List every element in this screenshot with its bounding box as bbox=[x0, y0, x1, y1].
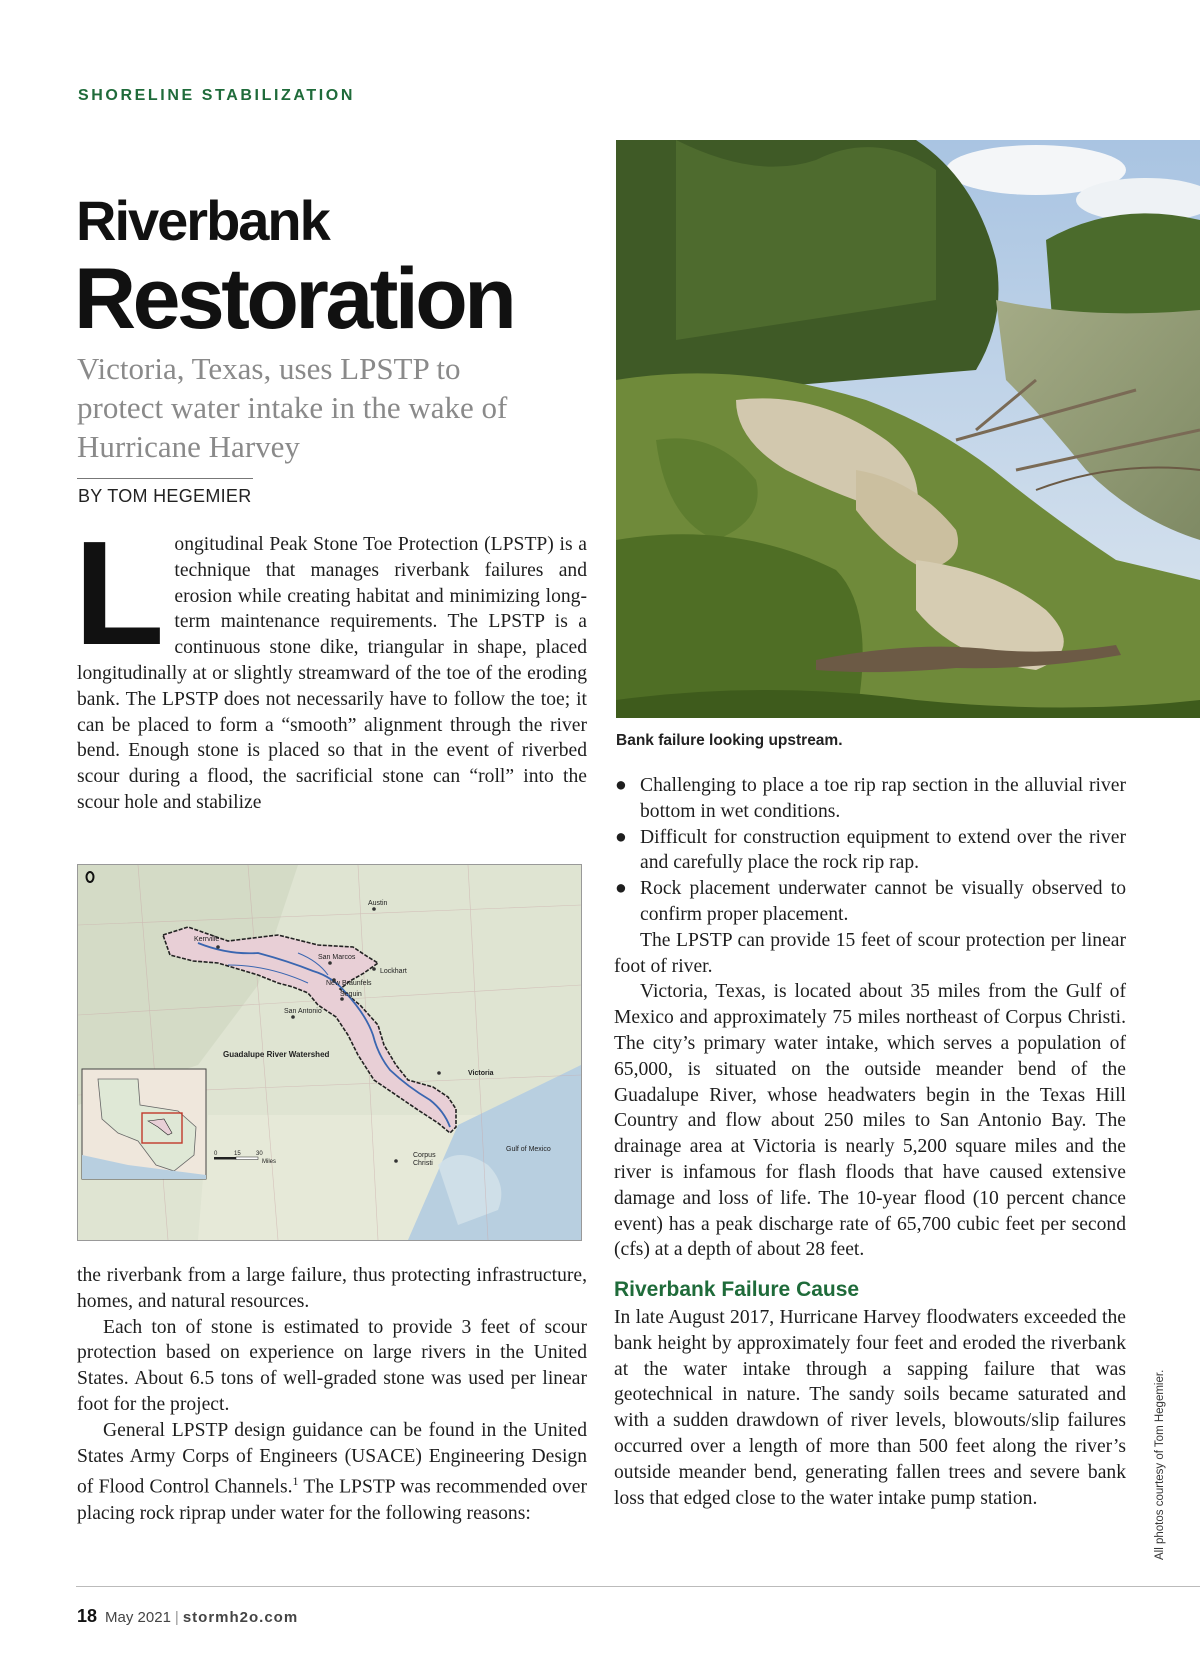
bullet-icon: ● bbox=[615, 826, 627, 848]
issue-date: May 2021 bbox=[105, 1609, 171, 1626]
website-link[interactable]: stormh2o.com bbox=[182, 1609, 299, 1626]
map-label-gulf: Gulf of Mexico bbox=[506, 1146, 551, 1153]
photo-credit-text: All photos courtesy of Tom Hegemier. bbox=[1154, 1369, 1166, 1560]
list-item bbox=[614, 773, 1126, 825]
scale-tick-15: 15 bbox=[234, 1151, 241, 1157]
left-paragraph-3-text-b: The LPSTP was recommended over placing rock riprap under water for the following reasons: bbox=[77, 1476, 587, 1524]
subtitle: Victoria, Texas, uses LPSTP to protect water intake in the wake of Hurricane Harvey bbox=[77, 351, 508, 464]
title-line-1: Riverbank bbox=[76, 189, 329, 252]
list-item bbox=[614, 876, 1126, 928]
left-paragraph-1: the riverbank from a large failure, thus protecting infrastructure, homes, and natural resources. bbox=[77, 1265, 587, 1312]
map-label-new-braunfels: New Braunfels bbox=[326, 980, 372, 987]
right-paragraph-1: The LPSTP can provide 15 feet of scour protection per linear foot of river. bbox=[614, 929, 1126, 977]
right-paragraph-3: In late August 2017, Hurricane Harvey floodwaters exceeded the bank height by approximately four feet and eroded the riverbank at the water intake through a sapping failure that was geotechnical in nature. The sandy soils became saturated and with a sudden drawdown of river levels, blowouts/slip failures occurred over a length of more than 500 feet along the river’s outside meander bend, generating fallen trees and severe bank loss that edged close to the water intake pump station. bbox=[614, 1306, 1126, 1509]
map-label-kerrville: Kerrville bbox=[194, 936, 220, 943]
bullet-icon: ● bbox=[615, 878, 627, 900]
photo-credit bbox=[1154, 1369, 1168, 1574]
riverbank-photo bbox=[616, 140, 1200, 718]
footer-rule bbox=[76, 1586, 1200, 1587]
scale-tick-30: 30 bbox=[256, 1151, 263, 1157]
section-subhead: Riverbank Failure Cause bbox=[614, 1278, 860, 1302]
scale-tick-0: 0 bbox=[214, 1151, 218, 1157]
map-label-lockhart: Lockhart bbox=[380, 968, 407, 975]
map-label-christi: Christi bbox=[413, 1160, 433, 1167]
intro-paragraph: ongitudinal Peak Stone Toe Protection (LPSTP) is a technique that manages riverbank failures and erosion while creating habitat and minimizing long-term maintenance requirements. The LPSTP is a continuous stone dike, triangular in shape, placed longitudinally at or slightly streamward of the toe of the eroding bank. The LPSTP does not necessarily have to follow the toe; it can be placed to form a “smooth” alignment through the river bend. Enough stone is placed so that in the event of riverbed scour during a flood, the sacrificial stone can “roll” into the scour hole and stabilize bbox=[77, 534, 587, 813]
footnote-ref: 1 bbox=[292, 1474, 299, 1489]
section-label: SHORELINE STABILIZATION bbox=[78, 87, 355, 104]
map-watershed-label: Guadalupe River Watershed bbox=[223, 1050, 330, 1059]
scale-unit: Miles bbox=[262, 1159, 277, 1165]
map-label-corpus: Corpus bbox=[413, 1152, 436, 1159]
map-label-san-antonio: San Antonio bbox=[284, 1008, 322, 1015]
list-item-text: Rock placement underwater cannot be visually observed to confirm proper placement. bbox=[640, 878, 1126, 925]
map-label-seguin: Seguin bbox=[340, 991, 362, 998]
left-column-text bbox=[77, 1263, 587, 1527]
byline-rule bbox=[77, 478, 253, 479]
map-graphic bbox=[78, 865, 581, 1240]
title-line-2: Restoration bbox=[74, 251, 514, 347]
photo-caption: Bank failure looking upstream. bbox=[616, 732, 843, 749]
left-paragraph-2: Each ton of stone is estimated to provide 3 feet of scour protection based on experience on large rivers in the United States. About 6.5 tons of well-graded stone was used per linear foot for the project. bbox=[77, 1316, 587, 1415]
left-paragraph-3 bbox=[77, 1418, 587, 1527]
list-item-text: Difficult for construction equipment to extend over the river and carefully place the rock rip rap. bbox=[640, 826, 1126, 874]
map-label-victoria: Victoria bbox=[468, 1070, 494, 1077]
right-column-text bbox=[614, 773, 1126, 1511]
footer bbox=[77, 1606, 298, 1627]
left-paragraph-3-text-a: General LPSTP design guidance can be found in the United States Army Corps of Engineers (USACE) Engineering Design of Flood Control Channels. bbox=[77, 1419, 587, 1498]
list-item-text: Challenging to place a toe rip rap section in the alluvial river bottom in wet conditions. bbox=[640, 775, 1126, 822]
footer-separator: | bbox=[174, 1609, 179, 1626]
map-label-san-marcos: San Marcos bbox=[318, 954, 356, 961]
right-paragraph-2: Victoria, Texas, is located about 35 miles from the Gulf of Mexico and approximately 75 miles northeast of Corpus Christi. The city’s primary water intake, which serves a population of 65,000, is situated on the outside meander bend of the Guadalupe River, whose headwaters begin in the Texas Hill Country and flow about 250 miles to San Antonio Bay. The drainage area at Victoria is nearly 5,200 square miles and the river is infamous for flash floods that have caused extensive damage and loss of life. The 10-year flood (10 percent chance event) has a peak discharge rate of 65,700 cubic feet per second (cfs) at a depth of about 28 feet. bbox=[614, 981, 1126, 1261]
watershed-map bbox=[77, 864, 582, 1241]
list-item bbox=[614, 825, 1126, 877]
map-label-austin: Austin bbox=[368, 900, 388, 907]
intro-block bbox=[74, 511, 587, 816]
page-number: 18 bbox=[77, 1606, 98, 1626]
drop-cap: L bbox=[74, 511, 165, 676]
bullet-icon: ● bbox=[615, 775, 627, 796]
byline: BY TOM HEGEMIER bbox=[78, 486, 252, 506]
reasons-list bbox=[614, 773, 1126, 928]
